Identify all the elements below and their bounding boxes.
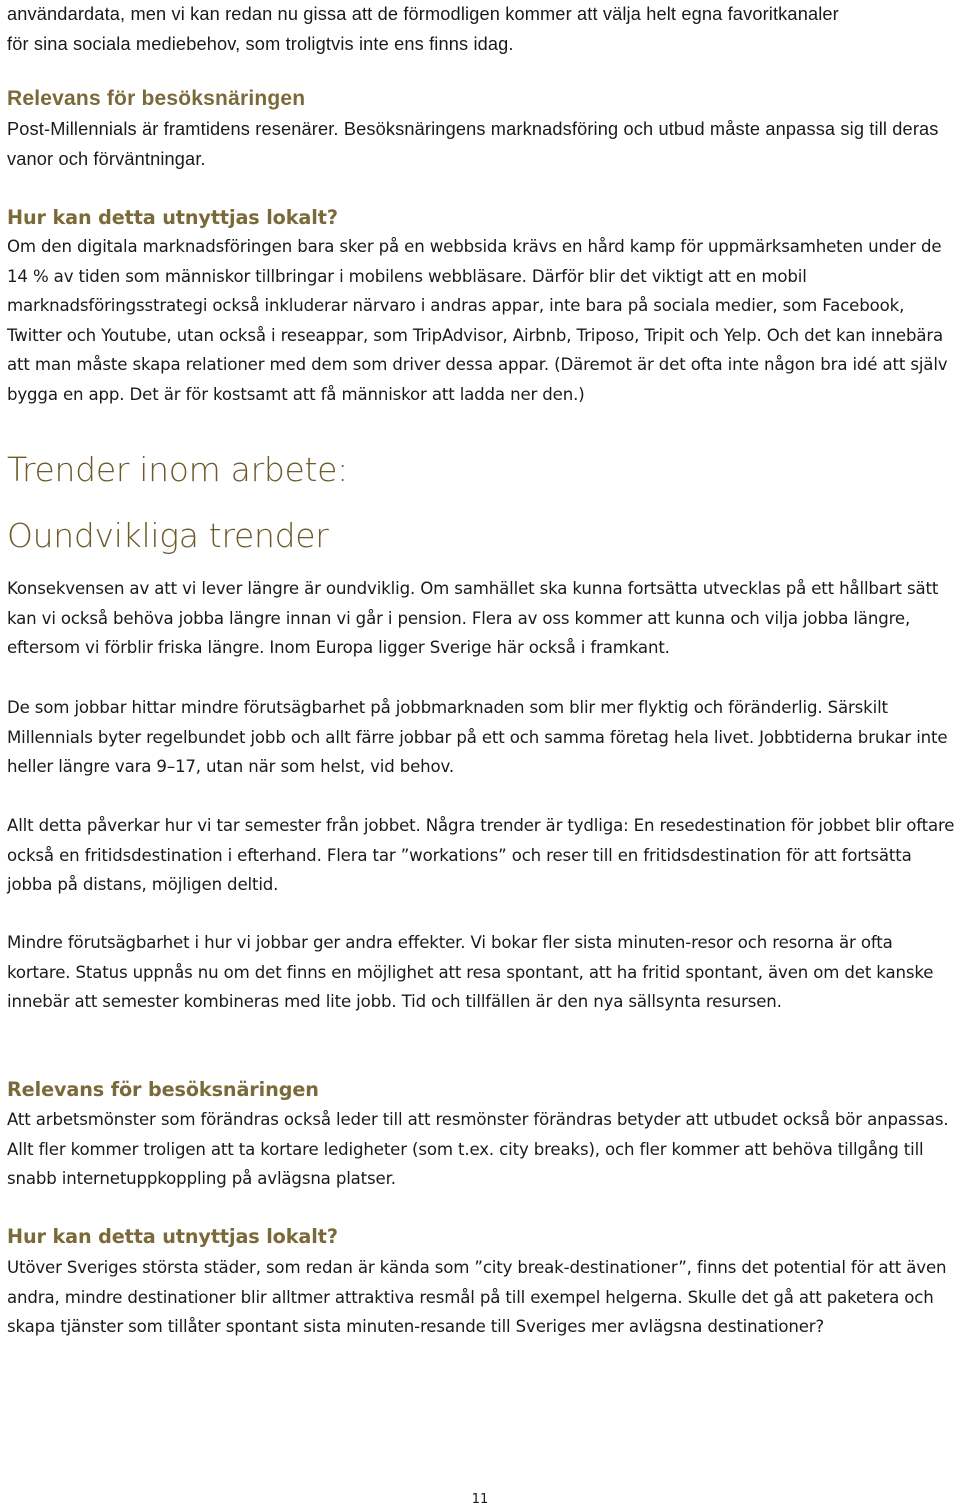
section2-title-line-1: Trender inom arbete: <box>7 450 348 489</box>
section2-local-heading: Hur kan detta utnyttjas lokalt? <box>7 1225 338 1248</box>
page-number: 11 <box>471 1492 489 1507</box>
section1-local-heading: Hur kan detta utnyttjas lokalt? <box>7 206 338 229</box>
section2-local-text: Utöver Sveriges största städer, som redan är kända som ”city break-destinationer”, finns det potential för att även andra, mindre destinationer blir alltmer attraktiva resmål på till exempel helgerna. Skulle det gå att paketera och skapa tjänster som tillåter spontant sista minuten-resande till Sveriges mer avlägsna destinationer? <box>7 1258 947 1336</box>
section1-local-text: Om den digitala marknadsföringen bara sker på en webbsida krävs en hård kamp för uppmärksamheten under de 14 % av tiden som människor tillbringar i mobilens webbläsare. Därför blir det viktigt att en mobil marknadsföringsstrategi också inkluderar närvaro i andras appar, inte bara på sociala medier, som Facebook, Twitter och Youtube, utan också i reseappar, som TripAdvisor, Airbnb, Triposo, Tripit och Yelp. Och det kan innebära att man måste skapa relationer med dem som driver dessa appar. (Däremot är det ofta inte någon bra idé att själv bygga en app. Det är för kostsamt att få människor att ladda ner den.) <box>7 237 948 404</box>
section2-paragraph-1: Konsekvensen av att vi lever längre är oundviklig. Om samhället ska kunna fortsätta utvecklas på ett hållbart sätt kan vi också behöva jobba längre innan vi går i pension. Flera av oss kommer att kunna och vilja jobba längre, eftersom vi förblir friska längre. Inom Europa ligger Sverige här också i framkant. <box>7 579 939 657</box>
section2-relevance-text: Att arbetsmönster som förändras också leder till att resmönster förändras betyder att utbudet också bör anpassas. Allt fler kommer troligen att ta kortare ledigheter (som t.ex. city breaks), och fler kommer att behöva tillgång till snabb internetuppkoppling på avlägsna platser. <box>7 1110 949 1188</box>
section2-paragraph-3: Allt detta påverkar hur vi tar semester från jobbet. Några trender är tydliga: En resedestination för jobbet blir oftare också en fritidsdestination i efterhand. Flera tar ”workations” och reser till en fritidsdestination för att fortsätta jobba på distans, möjligen deltid. <box>7 816 955 894</box>
section1-relevance-text: Post-Millennials är framtidens resenärer. Besöksnäringens marknadsföring och utbud måste anpassa sig till deras vanor och förväntningar. <box>7 119 939 169</box>
section2-paragraph-2: De som jobbar hittar mindre förutsägbarhet på jobbmarknaden som blir mer flyktig och föränderlig. Särskilt Millennials byter regelbundet jobb och allt färre jobbar på ett och samma företag hela livet. Jobbtiderna brukar inte heller längre vara 9–17, utan när som helst, vid behov. <box>7 698 948 776</box>
top-paragraph-line-1: användardata, men vi kan redan nu gissa att de förmodligen kommer att välja helt egna favoritkanaler <box>7 4 839 24</box>
top-paragraph-line-2: för sina sociala mediebehov, som troligtvis inte ens finns idag. <box>7 33 514 54</box>
section1-relevance-heading: Relevans för besöksnäringen <box>7 87 306 110</box>
top-paragraph <box>7 0 955 59</box>
section2-paragraph-4: Mindre förutsägbarhet i hur vi jobbar ger andra effekter. Vi bokar fler sista minuten-resor och resorna är ofta kortare. Status uppnås nu om det finns en möjlighet att resa spontant, att ha fritid spontant, även om det kanske innebär att semester kombineras med lite jobb. Tid och tillfällen är den nya sällsynta resursen. <box>7 933 934 1011</box>
section2-relevance-heading: Relevans för besöksnäringen <box>7 1078 319 1101</box>
section2-title-line-2: Oundvikliga trender <box>7 516 329 555</box>
